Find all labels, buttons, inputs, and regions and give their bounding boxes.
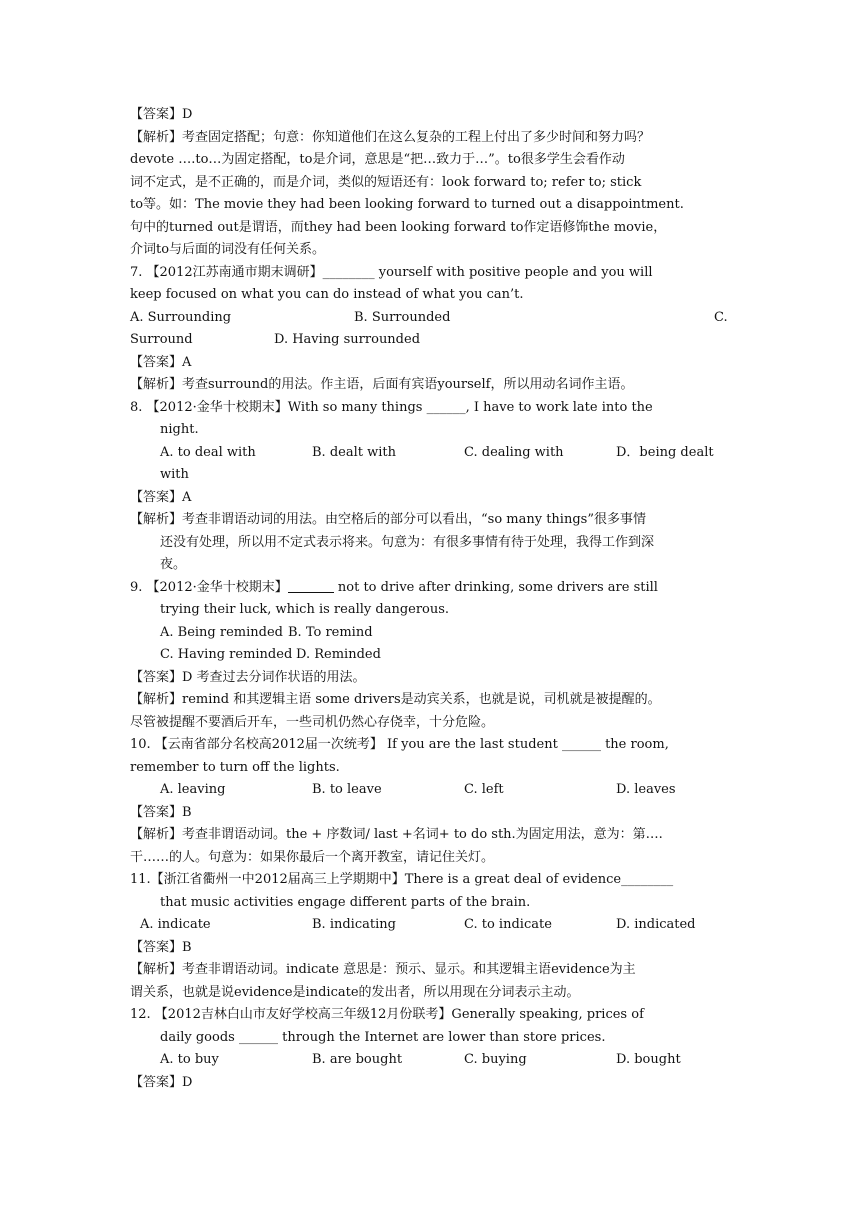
option-8d-cont: with (160, 467, 189, 482)
question-9-stem-cont: trying their luck, which is really dangerous. (160, 602, 450, 617)
analysis-6-line5: 句中的turned out是谓语，而they had been looking forward to作定语修饰the movie， (130, 219, 667, 235)
answer-8: 【答案】A (130, 489, 192, 505)
answer-7: 【答案】A (130, 354, 192, 370)
option-8a: A. to deal with (160, 444, 256, 460)
option-11a: A. indicate (140, 917, 211, 932)
answer-9: 【答案】D 考查过去分词作状语的用法。 (130, 669, 366, 685)
analysis-8-line2: 还没有处理，所以用不定式表示将来。句意为：有很多事情有待于处理，我得工作到深 (160, 534, 655, 550)
question-9-label: 9. 【2012·金华十校期末】 (130, 579, 288, 595)
option-7d: D. Having surrounded (274, 332, 421, 347)
analysis-11-line1: 【解析】考查非谓语动词。indicate 意思是：预示、显示。和其逻辑主语evidence为主 (130, 962, 636, 977)
analysis-6-line4: to等。如：The movie they had been looking forward to turned out a disappointment. (130, 197, 684, 212)
question-7-stem: 7. 【2012江苏南通市期末调研】________ yourself with positive people and you will (130, 264, 653, 280)
option-12a: A. to buy (160, 1052, 219, 1067)
analysis-6-line6: 介词to与后面的词没有任何关系。 (130, 242, 326, 257)
option-8c: C. dealing with (464, 444, 564, 460)
analysis-8-line3: 夜。 (160, 557, 187, 572)
answer-11: 【答案】B (130, 939, 192, 955)
option-7c: Surround (130, 332, 193, 347)
analysis-6-line1: 【解析】考查固定搭配；句意：你知道他们在这么复杂的工程上付出了多少时间和努力吗？ (130, 129, 651, 145)
option-11b: B. indicating (312, 917, 396, 932)
question-8-stem-cont: night. (160, 422, 199, 437)
analysis-10-line2: 干……的人。句意为：如果你最后一个离开教室，请记住关灯。 (130, 849, 495, 865)
question-7-options-row1 (130, 307, 732, 330)
question-8-stem: 8. 【2012·金华十校期末】With so many things ______, I have to work late into the (130, 399, 653, 415)
option-8d: D．being dealt (616, 444, 714, 460)
option-10c: C. left (464, 782, 504, 797)
option-9c: C. Having reminded (160, 647, 293, 662)
option-11c: C. to indicate (464, 917, 552, 932)
option-11d: D. indicated (616, 917, 696, 932)
option-9d: D. Reminded (296, 647, 381, 662)
question-10-options (130, 779, 732, 802)
question-10-stem-cont: remember to turn off the lights. (130, 759, 340, 775)
analysis-6-line3: 词不定式，是不正确的，而是介词，类似的短语还有：look forward to; refer to; stick (130, 174, 642, 190)
analysis-10-line1: 【解析】考查非谓语动词。the + 序数词/ last +名词+ to do sth.为固定用法，意为：第…. (130, 827, 663, 842)
option-10a: A. leaving (160, 782, 226, 797)
analysis-9-line1: 【解析】remind 和其逻辑主语 some drivers是动宾关系，也就是说，司机就是被提醒的。 (130, 692, 661, 707)
question-11-stem: 11.【浙江省衢州一中2012届高三上学期期中】There is a great deal of evidence________ (130, 872, 674, 887)
option-9a: A. Being reminded (160, 624, 283, 640)
question-7-options-row2 (130, 329, 732, 352)
option-7c-label: C. (714, 309, 728, 325)
question-11-stem-cont: that music activities engage different parts of the brain. (160, 894, 531, 910)
answer-6: 【答案】D (130, 107, 193, 122)
option-7b: B. Surrounded (354, 309, 451, 325)
option-7a: A. Surrounding (130, 309, 232, 325)
blank-underline (288, 578, 334, 593)
question-9-stem (130, 577, 732, 600)
question-7-stem-cont: keep focused on what you can do instead of what you can’t. (130, 287, 524, 302)
answer-12: 【答案】D (130, 1074, 193, 1090)
option-10d: D. leaves (616, 782, 676, 797)
answer-10: 【答案】B (130, 804, 192, 820)
question-12-options (130, 1049, 732, 1072)
option-10b: B. to leave (312, 782, 382, 797)
analysis-7: 【解析】考查surround的用法。作主语，后面有宾语yourself，所以用动名词作主语。 (130, 377, 634, 392)
analysis-8-line1: 【解析】考查非谓语动词的用法。由空格后的部分可以看出，“so many things”很多事情 (130, 512, 646, 527)
option-12d: D. bought (616, 1052, 681, 1067)
question-10-stem: 10. 【云南省部分名校高2012届一次统考】 If you are the last student ______ the room, (130, 737, 669, 752)
question-12-stem-cont: daily goods ______ through the Internet are lower than store prices. (160, 1029, 606, 1045)
question-9-text: not to drive after drinking, some drivers are still (333, 579, 658, 595)
question-8-options (130, 442, 732, 465)
question-12-stem: 12. 【2012吉林白山市友好学校高三年级12月份联考】Generally speaking, prices of (130, 1007, 644, 1022)
document-body (130, 104, 732, 1094)
option-12b: B. are bought (312, 1052, 403, 1067)
question-9-options-row1 (130, 622, 732, 645)
option-8b: B. dealt with (312, 444, 396, 460)
option-12c: C. buying (464, 1052, 527, 1067)
question-9-options-row2 (130, 644, 732, 667)
question-11-options (130, 914, 732, 937)
analysis-11-line2: 谓关系，也就是说evidence是indicate的发出者，所以用现在分词表示主动。 (130, 984, 580, 1000)
option-9b: B. To remind (288, 624, 373, 640)
analysis-6-line2: devote ….to…为固定搭配，to是介词，意思是“把…致力于…”。to很多学生会看作动 (130, 152, 625, 167)
analysis-9-line2: 尽管被提醒不要酒后开车，一些司机仍然心存侥幸，十分危险。 (130, 714, 495, 730)
